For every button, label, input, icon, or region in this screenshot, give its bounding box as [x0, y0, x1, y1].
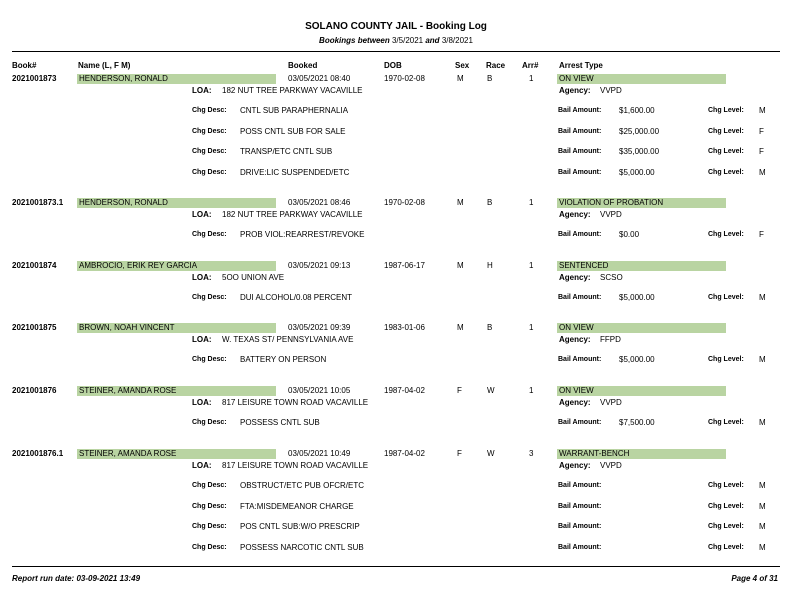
charge-desc-label: Chg Desc:	[192, 148, 227, 155]
date-of-birth: 1987-04-02	[384, 449, 425, 458]
charge-desc-label: Chg Desc:	[192, 107, 227, 114]
agency-label: Agency:	[559, 210, 591, 219]
subtitle-prefix: Bookings between	[319, 36, 390, 45]
charge-desc-label: Chg Desc:	[192, 543, 227, 551]
col-header-dob: DOB	[384, 61, 402, 70]
race-value: B	[487, 74, 493, 83]
col-header-arr: Arr#	[522, 61, 539, 70]
col-header-sex: Sex	[455, 61, 470, 70]
charge-level: F	[759, 126, 764, 136]
race-value: B	[487, 323, 493, 332]
arrest-type: SENTENCED	[557, 261, 726, 271]
book-number: 2021001873	[12, 74, 57, 83]
charge-level-label: Chg Level:	[708, 523, 744, 530]
agency-value: VVPD	[600, 86, 622, 95]
footer-rule	[12, 566, 780, 567]
location-of-arrest: W. TEXAS ST/ PENNSYLVANIA AVE	[222, 335, 354, 344]
date-to: 3/8/2021	[441, 36, 473, 45]
charge-description: POSS CNTL SUB FOR SALE	[240, 126, 346, 136]
bail-amount-label: Bail Amount:	[558, 294, 602, 301]
location-of-arrest: 5OO UNION AVE	[222, 273, 285, 282]
charge-level-label: Chg Level:	[708, 294, 744, 301]
agency-value: VVPD	[600, 398, 622, 407]
charge-level: F	[759, 147, 764, 156]
page-number: Page 4 of 31	[731, 574, 778, 583]
col-header-book: Book#	[12, 61, 37, 70]
book-number: 2021001876	[12, 386, 57, 395]
charge-description: POSSESS NARCOTIC CNTL SUB	[240, 542, 364, 552]
charge-desc-label: Chg Desc:	[192, 419, 227, 426]
bail-amount-label: Bail Amount:	[558, 523, 602, 530]
bail-amount: $1,600.00	[619, 106, 655, 115]
arrest-type: ON VIEW	[557, 386, 726, 396]
location-of-arrest: 182 NUT TREE PARKWAY VACAVILLE	[222, 86, 363, 95]
location-of-arrest: 817 LEISURE TOWN ROAD VACAVILLE	[222, 398, 369, 407]
charge-desc-label: Chg Desc:	[192, 523, 227, 530]
charge-description: OBSTRUCT/ETC PUB OFCR/ETC	[240, 481, 365, 490]
race-value: B	[487, 198, 493, 207]
bail-amount-label: Bail Amount:	[558, 107, 602, 114]
charge-desc-label: Chg Desc:	[192, 231, 227, 238]
arrest-number: 1	[529, 198, 534, 207]
agency-value: FFPD	[600, 335, 621, 344]
agency-value: VVPD	[600, 210, 622, 219]
location-of-arrest: 817 LEISURE TOWN ROAD VACAVILLE	[222, 461, 369, 470]
report-subtitle	[0, 36, 792, 45]
agency-value: SCSO	[600, 273, 623, 282]
date-of-birth: 1987-04-02	[384, 386, 425, 395]
charge-description: BATTERY ON PERSON	[240, 355, 327, 364]
arrest-number: 1	[529, 386, 534, 395]
race-value: W	[487, 449, 495, 458]
charge-level-label: Chg Level:	[708, 168, 744, 176]
agency-label: Agency:	[559, 273, 591, 282]
bail-amount: $5,000.00	[619, 293, 655, 302]
arrest-number: 3	[529, 449, 534, 458]
book-number: 2021001875	[12, 323, 57, 332]
bail-amount: $7,500.00	[619, 418, 655, 427]
loa-label: LOA:	[192, 398, 212, 407]
loa-label: LOA:	[192, 335, 212, 344]
charge-desc-label: Chg Desc:	[192, 356, 227, 363]
agency-label: Agency:	[559, 398, 591, 407]
bail-amount-label: Bail Amount:	[558, 543, 602, 551]
inmate-name: STEINER, AMANDA ROSE	[77, 449, 276, 459]
booked-datetime: 03/05/2021 10:49	[288, 449, 351, 458]
charge-desc-label: Chg Desc:	[192, 294, 227, 301]
charge-level: M	[759, 167, 766, 177]
loa-label: LOA:	[192, 210, 212, 219]
sex-value: M	[457, 323, 464, 332]
charge-level: M	[759, 418, 766, 427]
booked-datetime: 03/05/2021 10:05	[288, 386, 351, 395]
arrest-number: 1	[529, 323, 534, 332]
charge-level-label: Chg Level:	[708, 543, 744, 551]
bail-amount-label: Bail Amount:	[558, 127, 602, 135]
agency-value: VVPD	[600, 461, 622, 470]
bail-amount-label: Bail Amount:	[558, 231, 602, 238]
agency-label: Agency:	[559, 461, 591, 470]
bail-amount-label: Bail Amount:	[558, 502, 602, 510]
loa-label: LOA:	[192, 86, 212, 95]
bail-amount-label: Bail Amount:	[558, 356, 602, 363]
inmate-name: STEINER, AMANDA ROSE	[77, 386, 276, 396]
race-value: W	[487, 386, 495, 395]
charge-level: M	[759, 106, 766, 115]
charge-level: M	[759, 522, 766, 531]
charge-level-label: Chg Level:	[708, 482, 744, 489]
arrest-type: VIOLATION OF PROBATION	[557, 198, 726, 208]
report-run-date: Report run date: 03-09-2021 13:49	[12, 574, 141, 583]
agency-label: Agency:	[559, 335, 591, 344]
bail-amount-label: Bail Amount:	[558, 419, 602, 426]
date-of-birth: 1970-02-08	[384, 74, 425, 83]
arrest-type: WARRANT-BENCH	[557, 449, 726, 459]
arrest-number: 1	[529, 261, 534, 270]
booked-datetime: 03/05/2021 08:46	[288, 198, 351, 207]
header-top-rule	[12, 51, 780, 52]
inmate-name: HENDERSON, RONALD	[77, 74, 276, 84]
charge-level-label: Chg Level:	[708, 502, 744, 510]
charge-level: M	[759, 293, 766, 302]
charge-desc-label: Chg Desc:	[192, 127, 227, 135]
loa-label: LOA:	[192, 461, 212, 470]
col-header-arrest-type: Arrest Type	[559, 61, 603, 70]
charge-level: M	[759, 481, 766, 490]
charge-level: M	[759, 542, 766, 552]
charge-description: POSSESS CNTL SUB	[240, 418, 320, 427]
bail-amount-label: Bail Amount:	[558, 482, 602, 489]
race-value: H	[487, 261, 493, 270]
charge-description: CNTL SUB PARAPHERNALIA	[240, 106, 349, 115]
bail-amount: $5,000.00	[619, 355, 655, 364]
sex-value: M	[457, 198, 464, 207]
charge-description: DUI ALCOHOL/0.08 PERCENT	[240, 293, 353, 302]
booked-datetime: 03/05/2021 09:39	[288, 323, 351, 332]
col-header-race: Race	[486, 61, 506, 70]
loa-label: LOA:	[192, 273, 212, 282]
charge-level: M	[759, 355, 766, 364]
charge-description: PROB VIOL:REARREST/REVOKE	[240, 230, 365, 239]
booked-datetime: 03/05/2021 08:40	[288, 74, 351, 83]
book-number: 2021001876.1	[12, 449, 64, 458]
charge-description: FTA:MISDEMEANOR CHARGE	[240, 501, 354, 511]
inmate-name: HENDERSON, RONALD	[77, 198, 276, 208]
arrest-number: 1	[529, 74, 534, 83]
charge-desc-label: Chg Desc:	[192, 168, 227, 176]
col-header-booked: Booked	[288, 61, 318, 70]
bail-amount: $5,000.00	[619, 167, 655, 177]
charge-level-label: Chg Level:	[708, 127, 744, 135]
charge-level-label: Chg Level:	[708, 107, 744, 114]
sex-value: M	[457, 261, 464, 270]
arrest-type: ON VIEW	[557, 323, 726, 333]
charge-level-label: Chg Level:	[708, 148, 744, 155]
date-from: 3/5/2021	[391, 36, 424, 45]
bail-amount-label: Bail Amount:	[558, 168, 602, 176]
charge-level-label: Chg Level:	[708, 419, 744, 426]
charge-level-label: Chg Level:	[708, 356, 744, 363]
bail-amount: $0.00	[619, 230, 640, 239]
inmate-name: BROWN, NOAH VINCENT	[77, 323, 276, 333]
charge-description: POS CNTL SUB:W/O PRESCRIP	[240, 522, 360, 531]
date-of-birth: 1970-02-08	[384, 198, 425, 207]
sex-value: F	[457, 386, 462, 395]
col-header-name: Name (L, F M)	[78, 61, 131, 70]
report-title: SOLANO COUNTY JAIL - Booking Log	[305, 21, 487, 32]
charge-desc-label: Chg Desc:	[192, 502, 227, 510]
sex-value: F	[457, 449, 462, 458]
charge-description: DRIVE:LIC SUSPENDED/ETC	[240, 167, 350, 177]
location-of-arrest: 182 NUT TREE PARKWAY VACAVILLE	[222, 210, 363, 219]
bail-amount-label: Bail Amount:	[558, 148, 602, 155]
charge-level: M	[759, 501, 766, 511]
inmate-name: AMBROCIO, ERIK REY GARCIA	[77, 261, 276, 271]
charge-description: TRANSP/ETC CNTL SUB	[240, 147, 333, 156]
and-word: and	[425, 36, 440, 45]
charge-desc-label: Chg Desc:	[192, 482, 227, 489]
date-of-birth: 1987-06-17	[384, 261, 425, 270]
bail-amount: $25,000.00	[619, 126, 660, 136]
arrest-type: ON VIEW	[557, 74, 726, 84]
agency-label: Agency:	[559, 86, 591, 95]
book-number: 2021001873.1	[12, 198, 64, 207]
sex-value: M	[457, 74, 464, 83]
book-number: 2021001874	[12, 261, 57, 270]
charge-level: F	[759, 230, 764, 239]
date-of-birth: 1983-01-06	[384, 323, 425, 332]
booked-datetime: 03/05/2021 09:13	[288, 261, 351, 270]
bail-amount: $35,000.00	[619, 147, 660, 156]
charge-level-label: Chg Level:	[708, 231, 744, 238]
